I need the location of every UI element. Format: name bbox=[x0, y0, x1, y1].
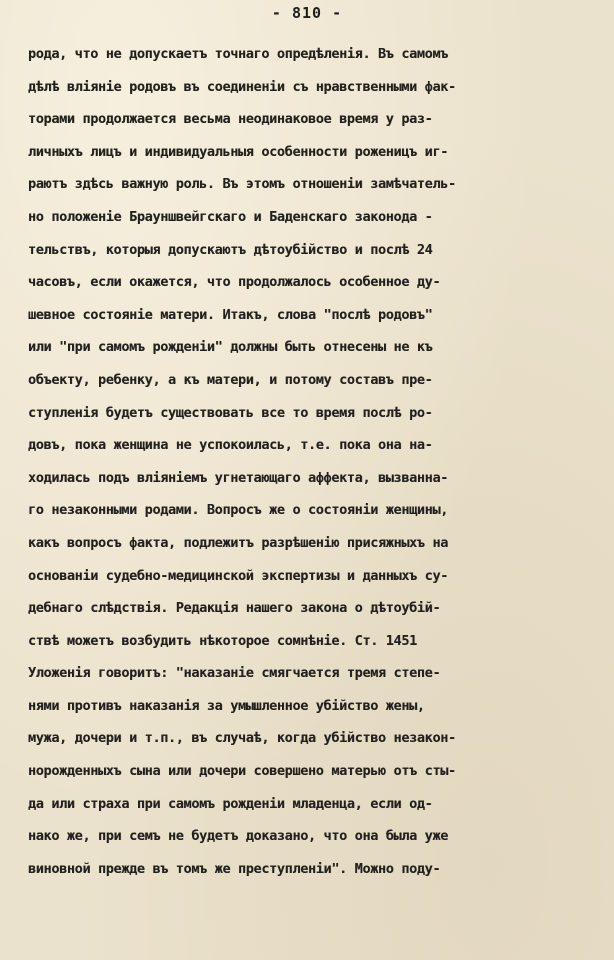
text-line: часовъ, если окажется, что продолжалось особенное ду- bbox=[28, 274, 441, 291]
page-number: - 810 - bbox=[271, 4, 343, 22]
text-line: шевное состояніе матери. Итакъ, слова "послѣ родовъ" bbox=[28, 306, 433, 323]
text-line: но положеніе Брауншвейгскаго и Баденскаго законода - bbox=[28, 208, 433, 225]
text-line: виновной прежде въ томъ же преступленіи". Можно поду- bbox=[28, 860, 441, 877]
text-line: да или страха при самомъ рожденіи младенца, если од- bbox=[28, 795, 433, 812]
text-line: го незаконными родами. Вопросъ же о состояніи женщины, bbox=[28, 502, 448, 519]
text-line: личныхъ лицъ и индивидуальныя особенности роженицъ иг- bbox=[28, 143, 448, 160]
text-line: довъ, пока женщина не успокоилась, т.е. пока она на- bbox=[28, 437, 433, 454]
text-line: мужа, дочери и т.п., въ случаѣ, когда убійство незакон- bbox=[28, 730, 456, 747]
text-line: дѣлѣ вліяніе родовъ въ соединеніи съ нравственными фак- bbox=[28, 78, 456, 95]
text-line: объекту, ребенку, а къ матери, и потому составъ пре- bbox=[28, 371, 433, 388]
text-line: дебнаго слѣдствія. Редакція нашего закона о дѣтоубій- bbox=[28, 600, 441, 617]
text-line: какъ вопросъ факта, подлежитъ разрѣшенію присяжныхъ на bbox=[28, 534, 448, 551]
body-text bbox=[28, 38, 588, 885]
text-line: основаніи судебно-медицинской экспертизы и данныхъ су- bbox=[28, 567, 448, 584]
text-line: или "при самомъ рожденіи" должны быть отнесены не къ bbox=[28, 339, 433, 356]
text-line: нями противъ наказанія за умышленное убійство жены, bbox=[28, 697, 425, 714]
text-line: тельствъ, которыя допускаютъ дѣтоубійство и послѣ 24 bbox=[28, 241, 433, 258]
text-line: ствѣ можетъ возбудить нѣкоторое сомнѣніе. Ст. 1451 bbox=[28, 632, 417, 649]
text-line: норожденныхъ сына или дочери совершено матерью отъ сты- bbox=[28, 763, 456, 780]
text-line: нако же, при семъ не будетъ доказано, что она была уже bbox=[28, 828, 448, 845]
text-line: ступленія будетъ существовать все то время послѣ ро- bbox=[28, 404, 433, 421]
text-line: торами продолжается весьма неодинаковое время у раз- bbox=[28, 111, 433, 128]
text-line: ходилась подъ вліяніемъ угнетающаго аффекта, вызванна- bbox=[28, 469, 448, 486]
text-line: рода, что не допускаетъ точнаго опредѣленія. Въ самомъ bbox=[28, 46, 448, 62]
text-line: раютъ здѣсь важную роль. Въ этомъ отношеніи замѣчатель- bbox=[28, 176, 456, 193]
text-line: Уложенія говоритъ: "наказаніе смягчается тремя степе- bbox=[28, 665, 441, 682]
